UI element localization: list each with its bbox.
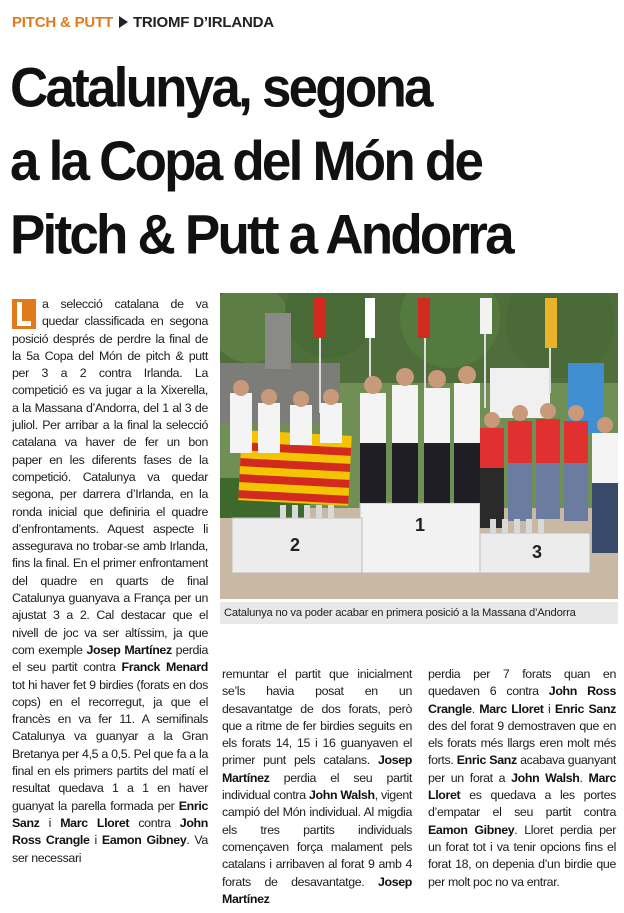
text-run: . Lloret perdia per un forat tot i va tenir opcions fins el forat 18, on depenia d’un birdie que per molt poc no va entrar. <box>428 822 616 889</box>
bold-name: Eamon Gibney <box>428 822 515 837</box>
text-run: perdia el seu partit individual contra <box>222 770 412 803</box>
text-run: , vigent campió del Món individual. Al migdia els tres partits individuals començaven força malament pels catalans i arribaven al forat 9 amb 4 forats de desavantatge. <box>222 788 412 889</box>
column-text <box>428 667 616 889</box>
podium-number-3: 3 <box>532 542 543 562</box>
bold-name: Franck Menard <box>121 660 208 675</box>
column-text <box>222 667 412 906</box>
text-run: . Va ser necessari <box>12 833 208 865</box>
bold-name: Eamon Gibney <box>101 833 187 848</box>
bold-name: Josep Martínez <box>86 642 172 657</box>
headline-line: a la Copa del Món de <box>10 130 482 193</box>
bold-name: Marc Lloret <box>60 815 130 830</box>
text-run: i <box>89 833 102 848</box>
topic-label: TRIOMF D’IRLANDA <box>132 14 274 31</box>
podium-photo <box>220 293 618 599</box>
text-run: a selecció catalana de va quedar classificada en segona posició després de perdre la final de la 5a Copa del Món de pitch & putt per 3 a 2 contra Irlanda. La competició es va jugar a la Xixerella, a la Massana d’Andorra, del 1 al 3 de juliol. Per arribar a la final la selecció catalana va haver de fer un bon paper en les diferents fases de la competició. Catalunya va quedar segona, per darrera d’Irlanda, en la ronda inicial que definiria el quadre d’enfrontaments. Aquest aspecte li assegurava no trobar-se amb Irlanda, fins la final. En el primer enfrontament del quadre en quarts de final Catalunya guanyava a França per un ajustat 3 a 2. Cal destacar que el nivell de joc va ser altíssim, ja que com exemple <box>12 297 208 657</box>
podium-photo-illustration <box>220 293 618 599</box>
text-run: i <box>543 701 555 716</box>
text-run: remuntar el partit que inicialment se’ls havia posat en un desavantatge de dos forats, però que a ritme de fer birdies seguits en els forats 14, 15 i 16 guanyaven el primer punt pels catalans. <box>222 667 412 768</box>
article-column-1 <box>12 296 208 867</box>
text-run: tot hi haver fet 9 birdies (forats en dos cops) en el recorregut, ja que el francès en va fer 11. A semifinals Catalunya va guanyar a la Gran Bretanya per 4,5 a 0,5. Pel que fa a la final en els primers partits del matí el resultat quedava 1 a 1 en haver guanyat la parella formada per <box>12 677 208 813</box>
drop-cap <box>12 299 36 329</box>
text-run: i <box>39 815 61 830</box>
headline-line: Catalunya, segona <box>10 57 431 120</box>
headline-line: Pitch & Putt a Andorra <box>10 204 512 267</box>
section-label: PITCH & PUTT <box>12 14 113 31</box>
text-run: contra <box>129 815 180 830</box>
text-run: perdia per 7 forats quan en quedaven 6 contra <box>428 667 616 699</box>
bold-name: Enric Sanz <box>554 701 617 716</box>
bold-name: Enric Sanz <box>456 753 517 768</box>
article-column-3 <box>428 666 616 891</box>
bold-name: Marc Lloret <box>428 770 616 803</box>
bold-name: John Walsh <box>511 770 580 785</box>
text-run: . <box>471 701 480 716</box>
bold-name: John Walsh <box>308 788 375 803</box>
bold-name: John Ross Crangle <box>428 684 616 716</box>
text-run: perdia el seu partit contra <box>12 642 208 675</box>
text-run: . <box>579 770 589 785</box>
bold-name: Enric Sanz <box>12 798 208 830</box>
column-text <box>12 297 208 865</box>
bold-name: Josep Martínez <box>222 753 412 785</box>
text-run: acabava guanyant per un forat a <box>428 753 616 785</box>
headline <box>10 52 620 273</box>
bold-name: Marc Lloret <box>479 701 544 716</box>
text-run: es quedava a les portes d’empatar el seu partit contra <box>428 788 616 820</box>
text-run: des del forat 9 demostraven que en els forats més llargs eren molt més forts. <box>428 718 616 768</box>
bold-name: John Ross Crangle <box>12 815 208 848</box>
podium-number-1: 1 <box>415 515 426 535</box>
podium-number-2: 2 <box>290 535 301 555</box>
article-column-2 <box>222 666 412 908</box>
photo-caption: Catalunya no va poder acabar en primera posició a la Massana d’Andorra <box>220 602 618 624</box>
bold-name: Josep Martínez <box>222 874 412 906</box>
kicker <box>12 14 274 31</box>
arrow-right-icon <box>119 16 128 28</box>
